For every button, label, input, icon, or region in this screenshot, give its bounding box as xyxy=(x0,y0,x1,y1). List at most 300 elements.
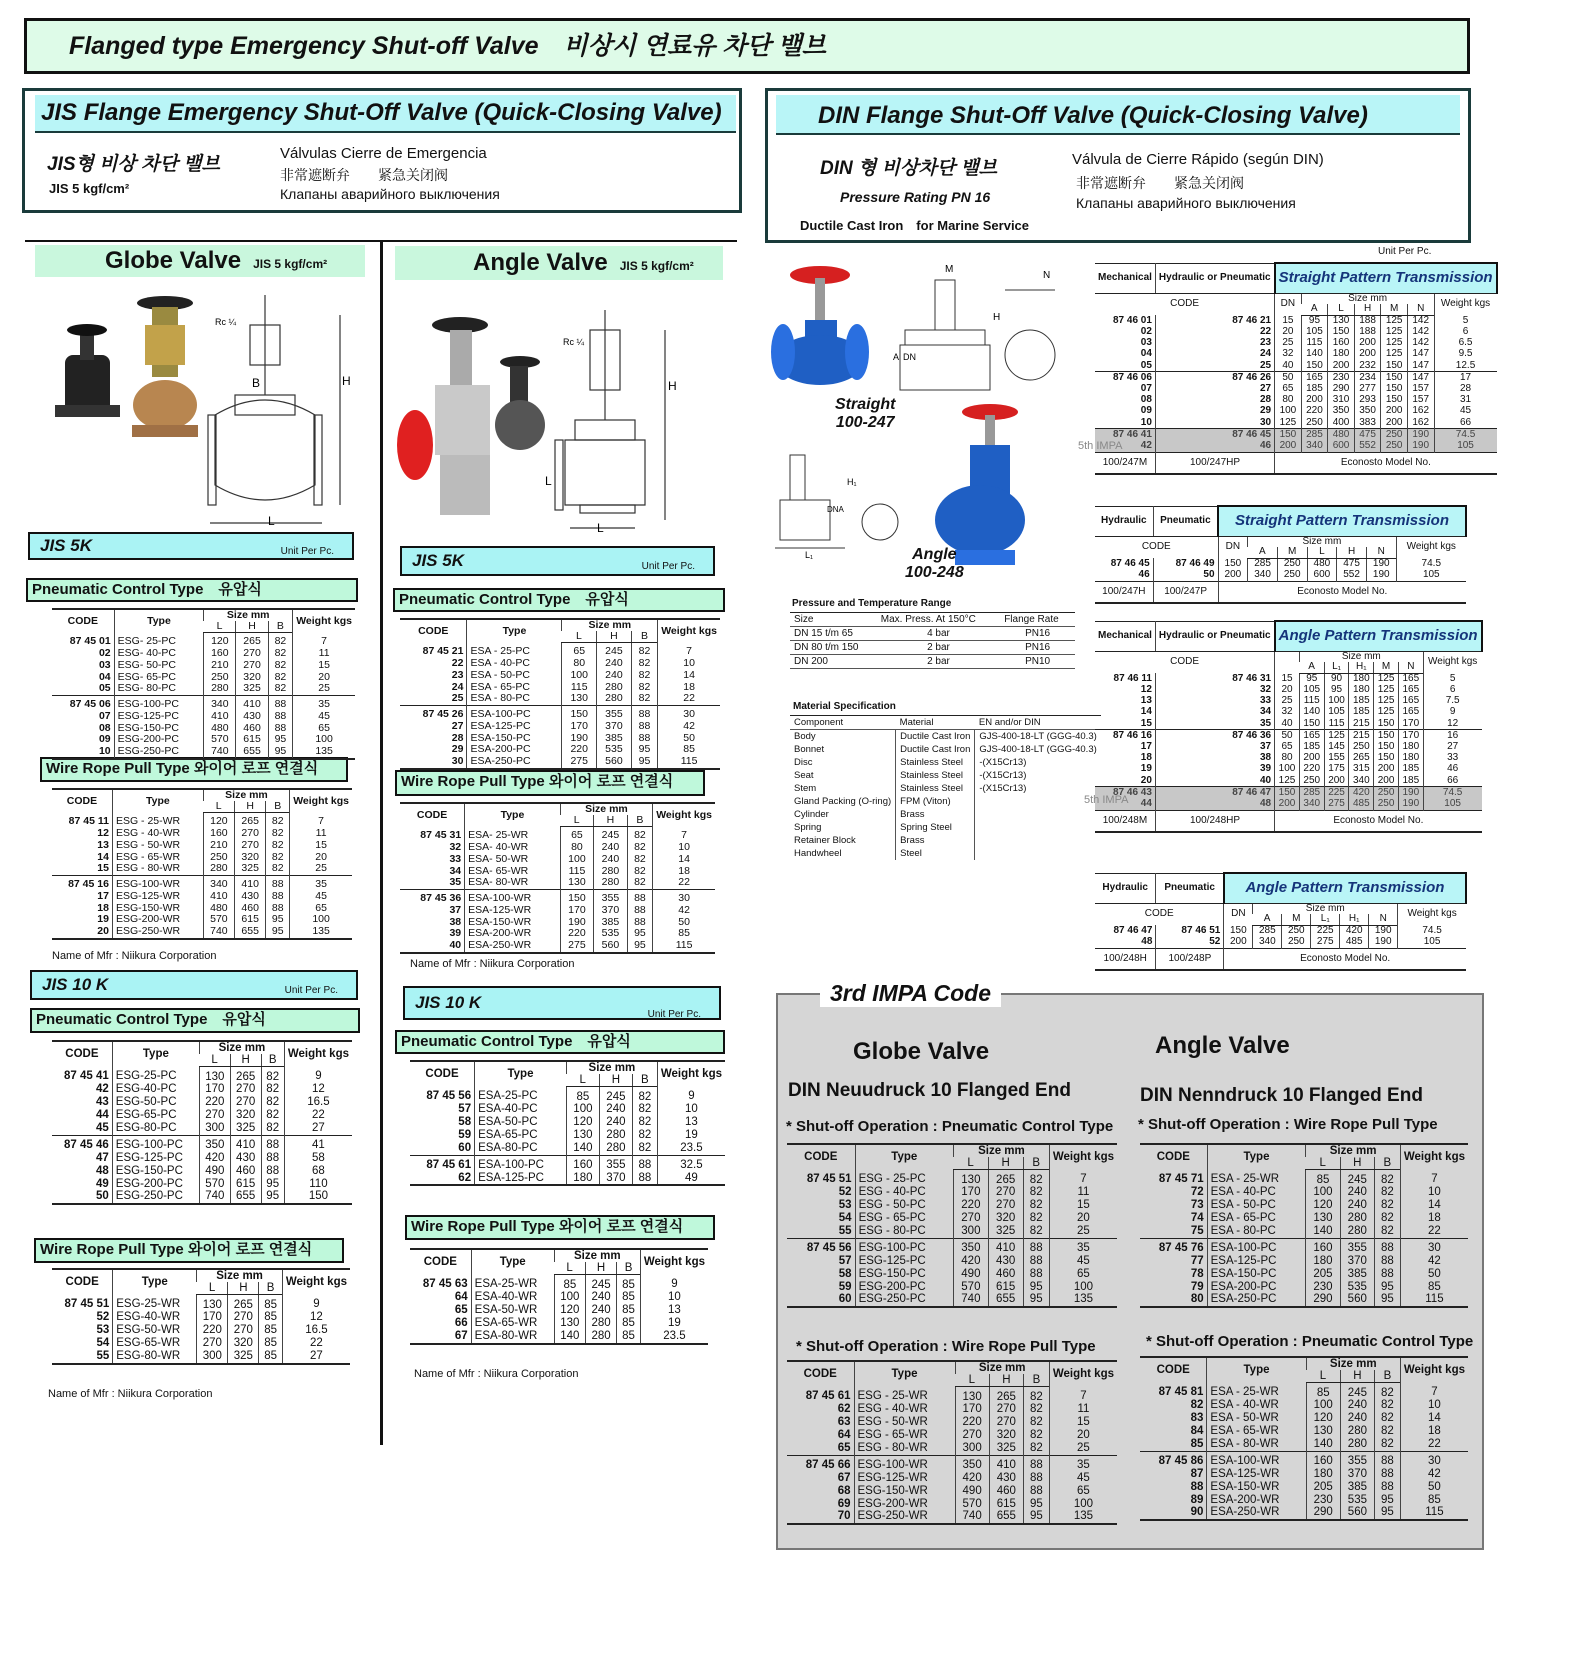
table-cell: 39 xyxy=(1155,764,1274,775)
table-cell: 275 xyxy=(560,940,593,953)
table-cell: 140 xyxy=(1299,707,1324,718)
table-cell: 87 45 01 xyxy=(69,635,111,648)
table-cell: 190 xyxy=(1398,799,1423,811)
table-cell: 82 xyxy=(1023,1442,1049,1455)
table-row xyxy=(1095,338,1497,349)
table-cell: 30 xyxy=(451,755,464,768)
table-row xyxy=(790,756,1101,769)
table-cell: 95 xyxy=(1023,1293,1049,1307)
jis-cjk-title: 非常遮断弁 紧急关闭阀 xyxy=(280,167,448,183)
column-header: Weight kgs xyxy=(657,1061,725,1087)
column-header: Weight kgs xyxy=(284,1041,352,1067)
table-cell: 65 xyxy=(454,1304,468,1317)
column-header: Type xyxy=(471,1249,554,1275)
column-header: L xyxy=(197,1282,228,1295)
table-cell: 46 xyxy=(1138,569,1150,581)
table-cell: 190 xyxy=(560,916,593,928)
table-cell: 14 xyxy=(1400,1199,1468,1212)
table-cell: 240 xyxy=(585,1291,616,1304)
table-cell: 45 xyxy=(1434,406,1497,417)
table-row xyxy=(787,1471,1117,1484)
table-cell: 125 xyxy=(1381,338,1408,349)
table-row xyxy=(400,928,715,940)
table-cell: 170 xyxy=(197,1311,228,1324)
table-cell: 170 xyxy=(1398,718,1423,730)
table-cell: 85 xyxy=(617,1275,641,1291)
table-row xyxy=(1095,349,1497,360)
table-cell: ESA- 65-WR xyxy=(465,865,561,877)
table-cell: 270 xyxy=(955,1429,989,1442)
table-cell: 88 xyxy=(627,905,653,917)
table-row xyxy=(1140,1293,1468,1307)
table-cell: 87 45 66 xyxy=(787,1455,854,1471)
table-cell: 65 xyxy=(560,827,593,842)
table-cell: 240 xyxy=(1340,1412,1374,1425)
table-cell: 77 xyxy=(1190,1254,1204,1267)
table-cell: ESG - 65-PC xyxy=(855,1212,953,1225)
table-cell: ESA-40-PC xyxy=(475,1103,567,1116)
dim-label: L₁ xyxy=(805,550,814,560)
table-cell: 82 xyxy=(1023,1212,1049,1225)
table-row xyxy=(410,1330,708,1344)
column-group-header: Size mm xyxy=(560,803,652,815)
table-cell: Spring Steel xyxy=(896,821,975,834)
table-cell: 280 xyxy=(599,1129,632,1142)
table-cell: 320 xyxy=(989,1429,1023,1442)
table-cell: 65 xyxy=(293,722,355,734)
table-cell: ESA-100-PC xyxy=(467,705,562,720)
globe-rating: JIS 5 kgf/cm² xyxy=(253,257,328,271)
column-header: CODE xyxy=(804,1151,838,1164)
impa3-globe-op2: * Shut-off Operation : Wire Rope Pull Type xyxy=(796,1338,1096,1355)
globe-5k-wire-bar: Wire Rope Pull Type 와이어 로프 연결식 xyxy=(40,757,348,782)
table-cell: 270 xyxy=(988,1199,1023,1212)
table-cell: 42 xyxy=(658,721,720,733)
table-cell: 270 xyxy=(235,828,266,840)
header-row xyxy=(787,1361,1117,1374)
table-cell: 280 xyxy=(597,681,632,693)
angle-title-text: Angle Valve xyxy=(473,249,608,276)
table-cell: 74.5 xyxy=(1396,558,1466,570)
table-cell: 7 xyxy=(1400,1383,1468,1399)
table-cell: 87 45 36 xyxy=(400,889,465,904)
table-cell: 385 xyxy=(1340,1267,1374,1280)
table-cell: 80 xyxy=(1275,395,1302,406)
table-cell: 240 xyxy=(1340,1199,1374,1212)
table-row xyxy=(787,1442,1117,1455)
table-row xyxy=(787,1254,1117,1267)
table-cell: 240 xyxy=(599,1103,632,1116)
column-header: B xyxy=(1374,1370,1400,1383)
table-cell: ESA - 80-PC xyxy=(467,693,562,705)
angle-valve-photo-grey xyxy=(397,317,490,515)
table-cell: 100 xyxy=(290,914,352,926)
column-divider xyxy=(380,240,383,1445)
table-cell: 04 xyxy=(98,670,111,683)
table-cell: 85 xyxy=(617,1304,641,1317)
table-cell: 74.5 xyxy=(1398,925,1466,937)
table-row xyxy=(787,1238,1117,1254)
table-row xyxy=(52,1337,350,1350)
table-cell: 270 xyxy=(989,1403,1023,1416)
impa3-title: 3rd IMPA Code xyxy=(820,980,1001,1007)
globe-valve-title xyxy=(35,245,365,277)
table-row xyxy=(790,795,1101,808)
table-cell: 147 xyxy=(1407,349,1434,360)
table-cell: 82 xyxy=(631,693,657,705)
table-cell: 275 xyxy=(562,756,597,769)
table-cell: 140 xyxy=(1301,349,1328,360)
header-row xyxy=(410,1061,725,1074)
column-header: H xyxy=(989,1374,1023,1387)
table-cell: 88 xyxy=(261,1151,284,1164)
table-cell: 250 xyxy=(1282,937,1311,949)
table-cell: 45 xyxy=(1049,1254,1117,1267)
column-header: H xyxy=(1340,1370,1374,1383)
table-cell: 58 xyxy=(458,1116,472,1129)
table-cell: 25 xyxy=(1155,360,1274,372)
table-cell: 480 xyxy=(204,722,236,734)
table-cell: 82 xyxy=(632,1116,657,1129)
table-cell: 240 xyxy=(1340,1399,1374,1412)
column-header: Type xyxy=(467,619,562,643)
table-cell: 740 xyxy=(199,1190,230,1204)
table-cell: Retainer Block xyxy=(790,834,896,847)
column-header: M xyxy=(1282,914,1311,925)
din-spanish-title: Válvula de Cierre Rápido (según DIN) xyxy=(1072,151,1324,168)
table-cell: 100 xyxy=(1275,764,1300,775)
table-cell: 280 xyxy=(204,683,236,695)
table-cell: 220 xyxy=(954,1199,989,1212)
header-row xyxy=(52,609,355,621)
table-cell: 15 xyxy=(1049,1199,1117,1212)
table-cell: 50 xyxy=(96,1190,109,1203)
table-cell: 30 xyxy=(653,889,715,904)
table-cell: ESA-100-PC xyxy=(1207,1238,1306,1254)
table-cell: 87 45 86 xyxy=(1140,1451,1207,1467)
table-cell: 46 xyxy=(1423,764,1481,775)
table-cell: 7 xyxy=(658,643,720,658)
table-cell: 157 xyxy=(1407,395,1434,406)
table-cell: 490 xyxy=(955,1484,989,1497)
table-cell: 190 xyxy=(1407,429,1434,441)
table-cell: DN 15 t/m 65 xyxy=(790,627,877,641)
table-cell: 210 xyxy=(204,660,236,672)
table-cell: 87 45 11 xyxy=(68,815,109,828)
header-row xyxy=(1140,1357,1468,1370)
header-row xyxy=(1140,1144,1468,1157)
table-row xyxy=(1140,1280,1468,1293)
table-row xyxy=(1140,1170,1468,1186)
column-header: Size xyxy=(790,613,877,627)
table-cell: 150 xyxy=(1301,360,1328,372)
table-row xyxy=(790,743,1101,756)
table-row xyxy=(52,683,355,695)
table-cell: 82 xyxy=(268,633,293,648)
table-cell: 95 xyxy=(1374,1293,1400,1307)
header-row xyxy=(1095,293,1497,304)
table-row xyxy=(52,1122,352,1135)
table-cell: 14 xyxy=(1400,1412,1468,1425)
table-cell: 250 xyxy=(204,671,236,683)
table-cell: DN 200 xyxy=(790,655,877,669)
table-cell: ESG- 80-PC xyxy=(114,683,204,695)
table-cell: 09 xyxy=(98,733,111,746)
table-cell: 62 xyxy=(458,1171,472,1184)
table-cell: 490 xyxy=(199,1164,230,1177)
table-cell: 655 xyxy=(989,1510,1023,1524)
table-cell: 130 xyxy=(562,693,597,705)
table-cell: 34 xyxy=(1155,707,1274,718)
column-header: Type xyxy=(855,1144,953,1170)
table-cell: 87 46 16 xyxy=(1095,730,1155,742)
table-cell: 95 xyxy=(627,940,653,953)
table-cell: 430 xyxy=(236,711,268,723)
column-header: Weight kgs xyxy=(282,1269,350,1295)
column-header: Weight kgs xyxy=(640,1249,708,1275)
table-cell: 40 xyxy=(449,939,462,952)
table-row xyxy=(1140,1186,1468,1199)
table-cell: 150 xyxy=(1381,372,1408,384)
table-cell: 45 xyxy=(96,1122,109,1135)
table-cell: 82 xyxy=(268,671,293,683)
table-cell: 350 xyxy=(1354,406,1381,417)
table-cell: 95 xyxy=(1023,1280,1049,1293)
header-row xyxy=(1095,651,1482,662)
table-cell: 82 xyxy=(631,681,657,693)
table-cell: 220 xyxy=(1301,406,1328,417)
table-cell: 300 xyxy=(197,1350,228,1364)
table-cell: 82 xyxy=(268,683,293,695)
table-cell: 83 xyxy=(1190,1412,1204,1425)
table-cell: 190 xyxy=(1366,570,1396,582)
table-cell: 88 xyxy=(631,732,657,744)
angle-rating: JIS 5 kgf/cm² xyxy=(619,259,694,273)
table-cell: 125 xyxy=(1381,315,1408,327)
table-cell: 19 xyxy=(97,913,109,926)
column-header: Mechanical xyxy=(1095,263,1155,293)
table-row xyxy=(1095,441,1497,453)
dim-label: H₁ xyxy=(847,477,857,487)
table-cell: 33 xyxy=(1155,696,1274,707)
table-cell: 270 xyxy=(199,1109,230,1122)
table-cell: 740 xyxy=(955,1510,989,1524)
table-row xyxy=(1140,1383,1468,1399)
table-cell: 20 xyxy=(290,851,352,863)
table-cell: 560 xyxy=(1340,1293,1374,1307)
column-header: L xyxy=(560,815,593,827)
table-cell: 170 xyxy=(560,905,593,917)
straight-label: Straight xyxy=(835,396,896,413)
column-header xyxy=(1275,651,1300,673)
table-cell: ESG - 40-WR xyxy=(112,828,203,840)
table-cell: 25 xyxy=(1049,1442,1117,1455)
table-row xyxy=(410,1291,708,1304)
table-cell: 88 xyxy=(268,695,293,710)
table-cell: 570 xyxy=(199,1177,230,1190)
table-cell: 84 xyxy=(1190,1425,1204,1438)
table-cell: 410 xyxy=(204,711,236,723)
table-row xyxy=(787,1403,1117,1416)
table-cell: 125 xyxy=(1374,696,1399,707)
table-cell: 87 46 11 xyxy=(1113,672,1152,684)
table-cell: 85 xyxy=(259,1311,283,1324)
table-cell: 82 xyxy=(266,813,290,828)
column-header: Type xyxy=(475,1061,567,1087)
table-cell: ESA-250-PC xyxy=(467,756,562,769)
column-header: CODE xyxy=(425,1068,459,1081)
table-cell: 28 xyxy=(451,731,464,744)
table-cell: 250 xyxy=(1277,558,1307,570)
table-cell: 50 xyxy=(1275,372,1302,384)
table-cell: 150 xyxy=(1299,718,1324,730)
table-row xyxy=(790,769,1101,782)
table-cell: 370 xyxy=(594,905,627,917)
table-cell: 7 xyxy=(1049,1170,1117,1186)
table-cell: 87 46 51 xyxy=(1156,925,1224,937)
table-cell: 11 xyxy=(1049,1403,1117,1416)
table-cell: 200 xyxy=(1224,937,1253,949)
table-cell: 115 xyxy=(658,756,720,769)
table-cell: 19 xyxy=(1140,763,1152,775)
table-cell: 552 xyxy=(1337,570,1367,582)
impa3-angle-sub: DIN Nenndruck 10 Flanged End xyxy=(1140,1085,1423,1106)
table-cell: 740 xyxy=(954,1293,989,1307)
table-row xyxy=(400,721,720,733)
table-cell: 165 xyxy=(1398,685,1423,696)
table-cell: 430 xyxy=(235,891,266,903)
table-cell: 115 xyxy=(560,865,593,877)
column-header: Weight kgs xyxy=(1398,903,1466,925)
table-cell: 87 46 43 xyxy=(1095,787,1155,799)
table-cell: 355 xyxy=(597,705,632,720)
table-cell: 300 xyxy=(955,1442,989,1455)
din-korean-title: DIN 형 비상차단 밸브 xyxy=(820,158,998,179)
din-valve-images xyxy=(765,260,1095,590)
table-cell: 9 xyxy=(640,1275,708,1291)
table-cell: 87 45 46 xyxy=(52,1135,112,1151)
table-cell: 230 xyxy=(1306,1280,1340,1293)
table-cell: 460 xyxy=(236,722,268,734)
table-cell: 40 xyxy=(1155,775,1274,787)
table-cell: 120 xyxy=(1306,1199,1340,1212)
column-header: L xyxy=(203,801,234,813)
header-row xyxy=(787,1144,1117,1157)
table-cell: 88 xyxy=(1023,1484,1049,1497)
table-cell: 460 xyxy=(235,902,266,914)
table-cell: 125 xyxy=(1374,707,1399,718)
table-cell: 15 xyxy=(1275,673,1300,685)
table-cell: 85 xyxy=(566,1087,599,1103)
table-cell: 88 xyxy=(261,1135,284,1151)
table-cell: 20 xyxy=(1275,685,1300,696)
table-row xyxy=(410,1304,708,1317)
table-cell: 100 xyxy=(566,1103,599,1116)
table-cell: 23 xyxy=(451,668,464,681)
angle-5k-pneumatic-bar: Pneumatic Control Type 유압식 xyxy=(393,588,725,612)
table-row xyxy=(52,902,352,914)
header-row xyxy=(52,1041,352,1054)
table-cell: 370 xyxy=(1340,1467,1374,1480)
table-cell: 552 xyxy=(1354,441,1381,453)
table-cell: 190 xyxy=(1407,441,1434,453)
table-cell: 82 xyxy=(1023,1429,1049,1442)
din-russian-title: Клапаны аварийного выключения xyxy=(1076,195,1296,211)
jis-header-box xyxy=(22,88,742,213)
unit-label: Unit Per Pc. xyxy=(641,561,695,572)
table-cell: 23 xyxy=(1155,338,1274,349)
table-cell: 460 xyxy=(988,1267,1023,1280)
table-cell: 615 xyxy=(236,734,268,746)
table-row xyxy=(1095,417,1497,429)
angle-valve-drawing xyxy=(775,455,898,548)
table-cell: 44 xyxy=(96,1109,109,1122)
footer-label: Econosto Model No. xyxy=(1218,581,1466,603)
table-row xyxy=(52,711,355,723)
table-cell: 150 xyxy=(560,889,593,904)
table-cell: 10 xyxy=(98,745,111,758)
table-cell: 280 xyxy=(1340,1212,1374,1225)
table-row xyxy=(790,627,1075,641)
table-cell: 87 46 36 xyxy=(1155,730,1274,742)
table-cell: 130 xyxy=(197,1295,228,1311)
column-header: B xyxy=(632,1074,657,1087)
table-row xyxy=(787,1170,1117,1186)
jis10k-label: JIS 10 K xyxy=(42,975,109,994)
table-cell: 80 xyxy=(560,842,593,854)
table-cell: 265 xyxy=(235,813,266,828)
column-group-header: Size mm xyxy=(566,1061,657,1074)
table-cell: 200 xyxy=(1374,775,1399,787)
table-cell: 14 xyxy=(97,850,109,863)
table-cell: ESG - 80-WR xyxy=(854,1442,955,1455)
table-cell: 340 xyxy=(203,875,234,890)
table-cell: 50 xyxy=(1153,570,1218,582)
dim-label: H xyxy=(993,312,1001,323)
table-cell: 65 xyxy=(562,643,597,658)
table-cell: ESA-250-WR xyxy=(465,940,561,953)
table-row xyxy=(410,1116,725,1129)
table-cell: 185 xyxy=(1398,775,1423,787)
table-cell: Stainless Steel xyxy=(896,782,975,795)
spec-table-d_am xyxy=(1095,620,1483,833)
table-cell: 87 45 26 xyxy=(400,705,467,720)
table-cell: 600 xyxy=(1307,570,1337,582)
table-row xyxy=(410,1317,708,1330)
table-row xyxy=(400,877,715,889)
table-cell: Stem xyxy=(790,782,896,795)
table-row xyxy=(52,1151,352,1164)
table-cell: 82 xyxy=(1374,1170,1400,1186)
table-title: Angle Pattern Transmission xyxy=(1275,621,1482,651)
table-cell: 88 xyxy=(632,1155,657,1171)
table-cell: 95 xyxy=(1374,1493,1400,1506)
table-cell: 570 xyxy=(955,1497,989,1510)
footer-row xyxy=(1095,810,1482,832)
table-cell: 155 xyxy=(1324,753,1349,764)
angle-model: 100-248 xyxy=(905,564,964,581)
table-cell: 2 bar xyxy=(877,641,1000,655)
table-cell: 88 xyxy=(1374,1238,1400,1254)
table-cell: 290 xyxy=(1328,384,1355,395)
table-cell: 29 xyxy=(1155,406,1274,417)
table-cell: 190 xyxy=(562,732,597,744)
column-group-header: Size mm xyxy=(1253,903,1398,914)
table-cell: 160 xyxy=(1306,1451,1340,1467)
spec-table-g10pc xyxy=(52,1040,352,1205)
globe-valve-photo-bronze xyxy=(132,296,198,437)
table-row xyxy=(787,1429,1117,1442)
